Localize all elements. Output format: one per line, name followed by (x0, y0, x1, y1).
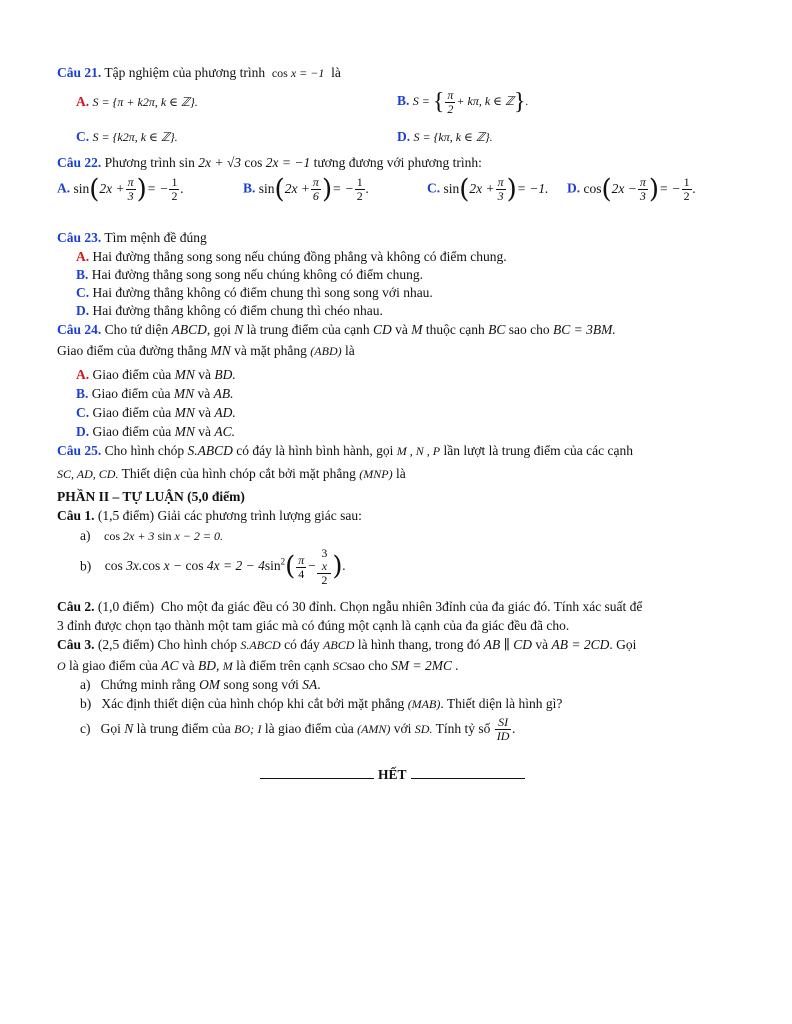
q22-option-c[interactable]: C. sin(2x + $\frac{\pi}{3}$ )= −1. (427, 174, 549, 204)
q21-tail: là (331, 65, 341, 80)
q22-option-d[interactable]: D. cos(2x − $\frac{\pi}{3}$ )= − $\frac{1}{2}$ . (567, 174, 697, 204)
q21-stem (57, 64, 341, 82)
part2-heading: PHẦN II – TỰ LUẬN (5,0 điểm) (57, 489, 245, 504)
q24-line2: Giao điểm của đường thẳng MN và mặt phẳng (ABD) là (57, 343, 355, 358)
q25-number: Câu 25. (57, 443, 102, 458)
q21-option-a[interactable]: A. S = {π + k2π, k ∈ ℤ}. (76, 94, 198, 109)
q21-number: Câu 21. (57, 65, 102, 80)
q22-label-a: A. (57, 180, 71, 196)
q24-number: Câu 24. (57, 322, 102, 337)
c2-line1: Câu 2. (1,0 điểm) Cho một đa giác đều có 30 đỉnh. Chọn ngẫu nhiên 3đỉnh của đa giác đó. Tính xác suất để (57, 599, 643, 614)
q23-option-c[interactable]: C. Hai đường thẳng không có điểm chung thì song song với nhau. (76, 285, 433, 300)
c1-part-b: b) cos 3x.cos $x - \cos 4x = 2 - 4\sin^2$( $\frac{\pi}{4}$ − 3 x 2 ). (80, 546, 346, 588)
c3-part-c: c) Gọi N là trung điểm của BO; I là giao điểm của (AMN) với SD. Tính tỷ số $\frac{SI}{ID}$ . (80, 715, 516, 744)
q23-stem (57, 229, 207, 247)
c1-stem: Câu 1. (1,5 điểm) Giải các phương trình lượng giác sau: (57, 508, 362, 523)
q23-option-d[interactable]: D. Hai đường thẳng không có điểm chung thì chéo nhau. (76, 303, 383, 318)
q22-option-b[interactable]: B. sin(2x + $\frac{\pi}{6}$ )= − $\frac{1}{2}$ . (243, 174, 370, 204)
q24-option-a[interactable]: A. Giao điểm của MN và BD. (76, 367, 236, 382)
q22-label-b: B. (243, 180, 256, 196)
q24-stem: Câu 24. Cho tứ diện ABCD, gọi N là trung điểm của cạnh CD và M thuộc cạnh BC sao cho BC = 3BM. (57, 322, 616, 337)
q21-label-c: C. (76, 129, 90, 144)
q24-option-d[interactable]: D. Giao điểm của MN và AC. (76, 424, 235, 439)
c2-line2: 3 đỉnh được chọn tạo thành một tam giác mà có đúng một cạnh là cạnh của đa giác đều đã cho. (57, 618, 570, 633)
q21-option-c[interactable]: C. S = {k2π, k ∈ ℤ}. (76, 129, 178, 144)
q21-label-a: A. (76, 94, 90, 109)
q21-label-b: B. (397, 92, 410, 108)
c3-line2: O là giao điểm của AC và BD, M là điểm trên cạnh SCsao cho SM = 2MC . (57, 658, 459, 673)
c3-part-b: b) Xác định thiết diện của hình chóp khi cắt bởi mặt phẳng (MAB). Thiết diện là hình gì? (80, 696, 563, 711)
c1-part-a: a) cos 2x + 3 sin x − 2 = 0. (80, 528, 223, 543)
q25-line2: SC, AD, CD. Thiết diện của hình chóp cắt bởi mặt phẳng (MNP) là (57, 466, 406, 481)
q24-option-c[interactable]: C. Giao điểm của MN và AD. (76, 405, 236, 420)
q22-post: tương đương với phương trình: (313, 155, 482, 170)
q21-equation: cos x = −1 (271, 66, 325, 80)
q22-number: Câu 22. (57, 155, 102, 170)
q21-label-d: D. (397, 129, 411, 144)
q22-pre: Phương trình (104, 155, 176, 170)
q21-option-d[interactable]: D. S = {kπ, k ∈ ℤ}. (397, 129, 493, 144)
q21-option-b[interactable]: B. S = { $\frac{\pi}{2}$ + kπ, k ∈ ℤ}. (397, 87, 529, 116)
q22-label-c: C. (427, 180, 441, 196)
q23-option-a[interactable]: A. Hai đường thẳng song song nếu chúng đồng phẳng và không có điểm chung. (76, 249, 507, 264)
q23-number: Câu 23. (57, 230, 102, 245)
q22-option-a[interactable]: A. sin(2x + $\frac{\pi}{3}$ )= − $\frac{1}{2}$ . (57, 174, 184, 204)
q25-stem: Câu 25. Cho hình chóp S.ABCD có đáy là hình bình hành, gọi M , N , P lần lượt là trung điểm của các cạnh (57, 443, 633, 458)
q22-label-d: D. (567, 180, 581, 196)
c3-part-a: a) Chứng minh rằng OM song song với SA. (80, 677, 321, 692)
end-marker: HẾT (256, 766, 529, 784)
q21-text: Tập nghiệm của phương trình (104, 65, 266, 80)
q22-stem: Câu 22. Phương trình sin 2x + √3 cos 2x = −1 tương đương với phương trình: (57, 155, 482, 170)
c3-line1: Câu 3. (2,5 điểm) Cho hình chóp S.ABCD có đáy ABCD là hình thang, trong đó AB ∥ CD và AB = 2CD. Gọi (57, 637, 637, 652)
q23-option-b[interactable]: B. Hai đường thẳng song song nếu chúng không có điểm chung. (76, 267, 424, 282)
q23-text: Tìm mệnh đề đúng (104, 230, 207, 245)
q24-option-b[interactable]: B. Giao điểm của MN và AB. (76, 386, 234, 401)
